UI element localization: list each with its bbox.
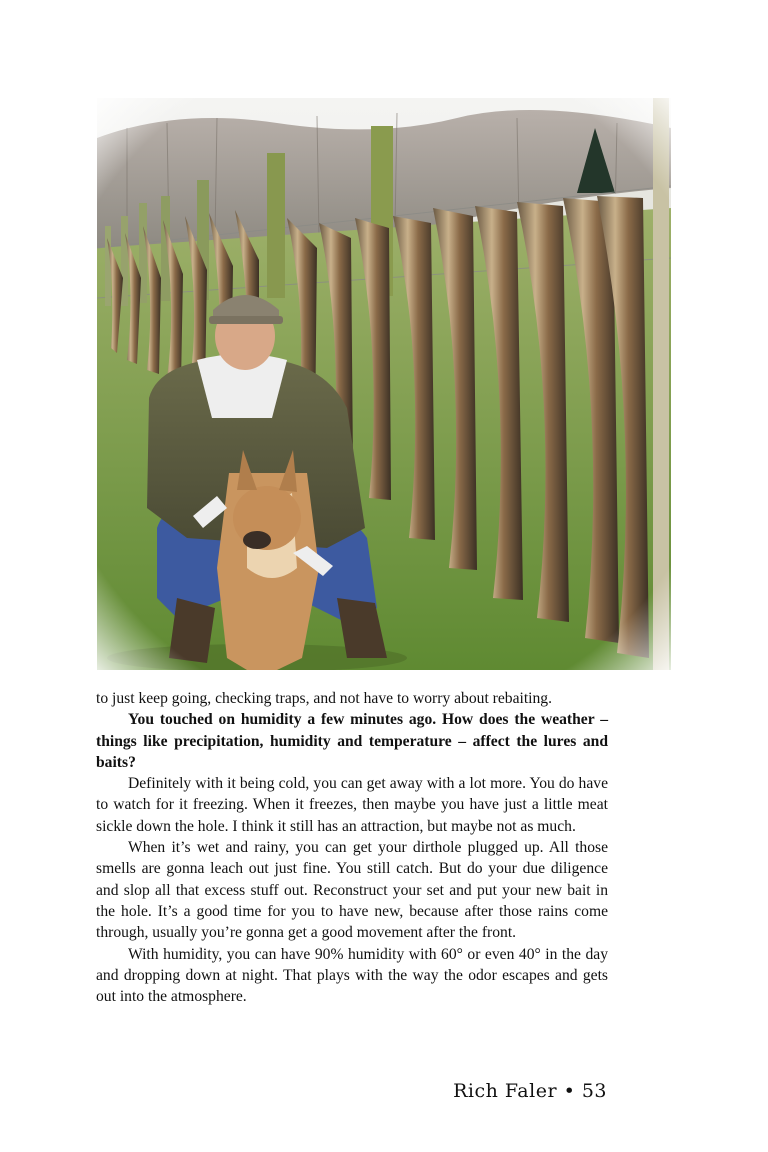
photo-illustration (97, 98, 671, 670)
interview-question: You touched on humidity a few minutes ago. How does the weather – things like precipitation, humidity and temperature – affect the lures and baits? (96, 711, 608, 771)
answer-paragraph-3: With humidity, you can have 90% humidity with 60° or even 40° in the day and dropping down at night. That plays with the way the odor escapes and gets out into the atmosphere. (96, 945, 608, 1006)
answer-paragraph-1: Definitely with it being cold, you can get away with a lot more. You do have to watch for it freezing. When it freezes, then maybe you have just a little meat sickle down the hole. I think it still has an attraction, but maybe not as much. (96, 775, 608, 835)
body-text (96, 688, 608, 1007)
continuation-paragraph: to just keep going, checking traps, and not have to worry about rebaiting. (96, 690, 553, 707)
running-foot-page-number: Rich Faler • 53 (453, 1080, 607, 1102)
answer-paragraph-2: When it’s wet and rainy, you can get your dirthole plugged up. All those smells are gonna leach out just fine. You still catch. But do your due diligence and slop all that excess stuff out. Reconstruct your set and put your new bait in the hole. It’s a good time for you to have new, because after those rains come through, usually you’re gonna get a good movement after the front. (96, 839, 608, 942)
photo (97, 98, 671, 670)
